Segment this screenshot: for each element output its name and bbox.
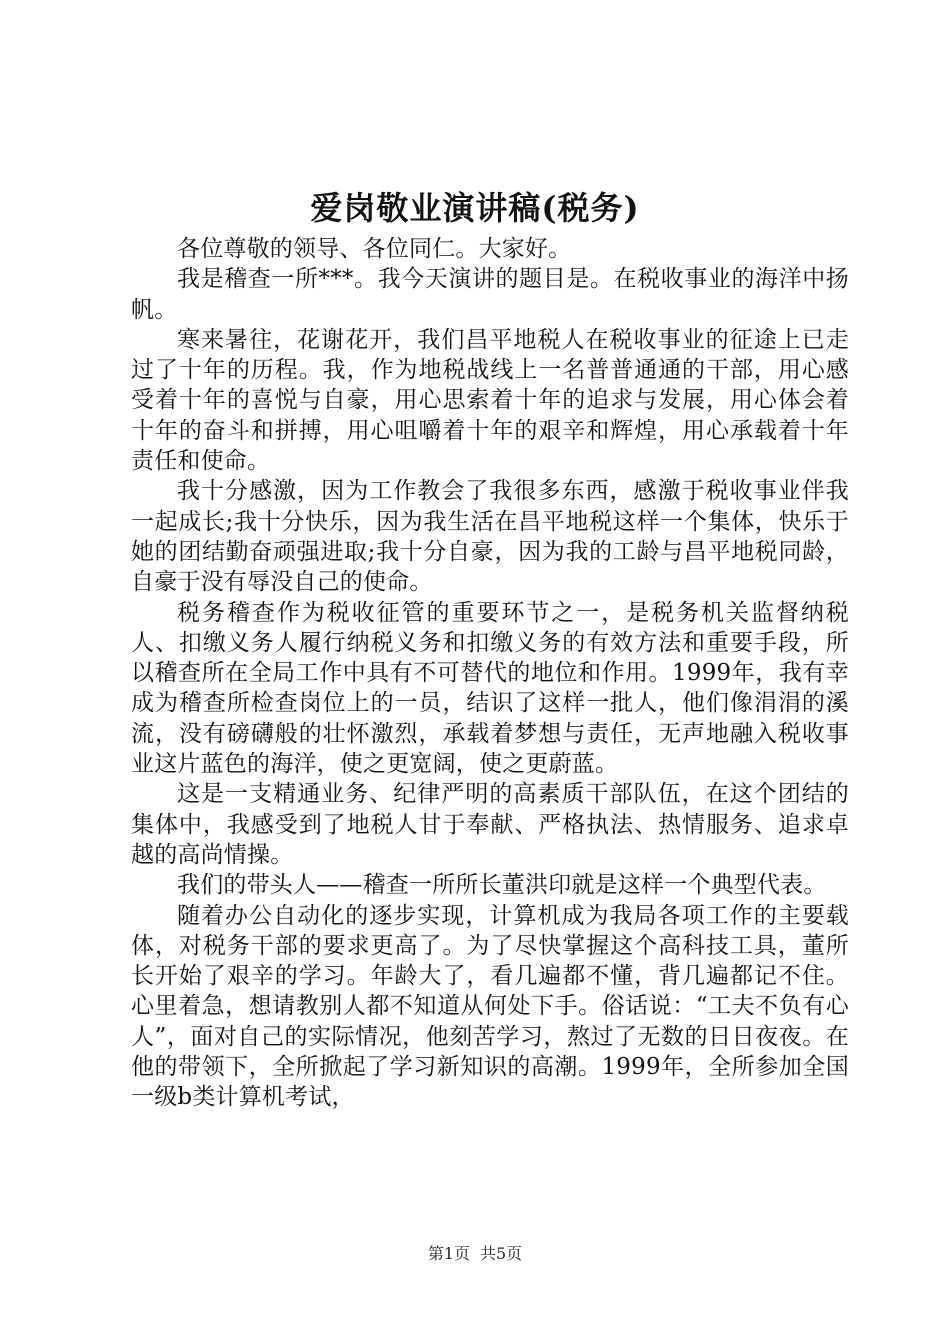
paragraph-tax-inspection: 税务稽查作为税收征管的重要环节之一，是税务机关监督纳税人、扣缴义务人履行纳税义务和扣缴义务的有效方法和重要手段，所以稽查所在全局工作中具有不可替代的地位和作用。1999年，我有幸成为稽查所检查岗位上的一员，结识了这样一批人，他们像涓涓的溪流，没有磅礴般的壮怀激烈，承载着梦想与责任，无声地融入税收事业这片蓝色的海洋，使之更宽阔，使之更蔚蓝。 — [131, 599, 849, 778]
page-footer — [0, 1243, 950, 1265]
paragraph-greeting: 各位尊敬的领导、各位同仁。大家好。 — [177, 236, 572, 262]
paragraph-computer-study: 随着办公自动化的逐步实现，计算机成为我局各项工作的主要载体，对税务干部的要求更高了。为了尽快掌握这个高科技工具，董所长开始了艰辛的学习。年龄大了，看几遍都不懂，背几遍都记不住。心里着急，想请教别人都不知道从何处下手。俗话说：“工夫不负有心人”，面对自己的实际情况，他刻苦学习，熬过了无数的日日夜夜。在他的带领下，全所掀起了学习新知识的高潮。1999年，全所参加全国一级b类计算机考试， — [131, 902, 849, 1111]
paragraph-team: 这是一支精通业务、纪律严明的高素质干部队伍，在这个团结的集体中，我感受到了地税人甘于奉献、严格执法、热情服务、追求卓越的高尚情操。 — [131, 781, 849, 868]
paragraph-gratitude: 我十分感激，因为工作教会了我很多东西，感激于税收事业伴我一起成长;我十分快乐，因为我生活在昌平地税这样一个集体，快乐于她的团结勤奋顽强进取;我十分自豪，因为我的工龄与昌平地税同龄，自豪于没有辱没自己的使命。 — [131, 478, 849, 596]
paragraph-introduction: 我是稽查一所***。我今天演讲的题目是。在税收事业的海洋中扬帆。 — [131, 266, 849, 323]
document-body — [131, 234, 849, 1113]
paragraph-ten-years: 寒来暑往，花谢花开，我们昌平地税人在税收事业的征途上已走过了十年的历程。我，作为地税战线上一名普普通通的干部，用心感受着十年的喜悦与自豪，用心思索着十年的追求与发展，用心体会着十年的奋斗和拼搏，用心咀嚼着十年的艰辛和辉煌，用心承载着十年责任和使命。 — [131, 326, 849, 475]
document-title: 爱岗敬业演讲稿(税务) — [310, 189, 640, 227]
page-total: 共5页 — [480, 1244, 523, 1263]
page-number: 第1页 — [427, 1244, 470, 1263]
paragraph-leader: 我们的带头人——稽查一所所长董洪印就是这样一个典型代表。 — [177, 872, 827, 899]
